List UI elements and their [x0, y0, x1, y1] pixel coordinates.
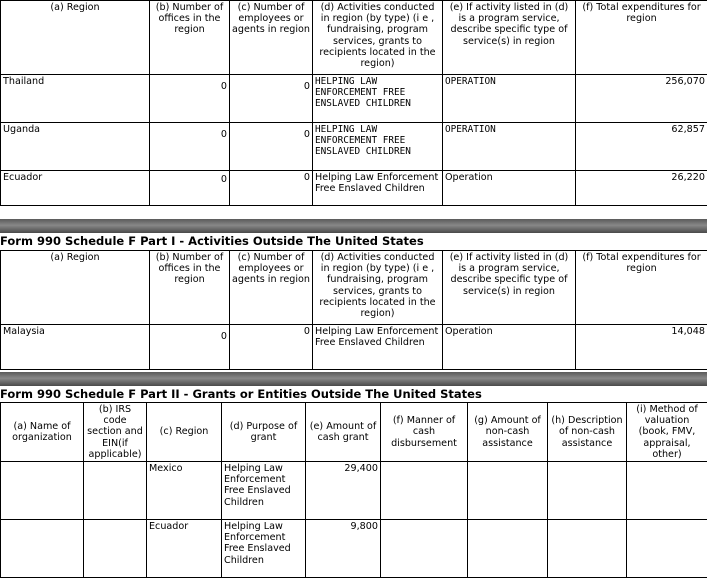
- part1-title: Form 990 Schedule F Part I - Activities Outside The United States: [0, 235, 707, 248]
- col-header-region: (a) Region: [1, 1, 150, 75]
- part2-header-row: [1, 403, 707, 462]
- col-header-purpose: (d) Purpose of grant: [222, 403, 306, 462]
- offices-cell: 0: [150, 171, 230, 206]
- expenditures-cell: 14,048: [576, 325, 707, 370]
- col-header-expenditures: (f) Total expenditures for region: [576, 1, 707, 75]
- service-cell: OPERATION: [443, 123, 576, 171]
- noncash-amount-cell: [468, 520, 548, 578]
- activities-cell: HELPING LAW ENFORCEMENT FREE ENSLAVED CHILDREN: [313, 75, 443, 123]
- employees-cell: 0: [230, 171, 313, 206]
- cash-amount-cell: 9,800: [306, 520, 381, 578]
- col-header-activities: (d) Activities conducted in region (by type) (i e , fundraising, program services, grants to recipients located in the region): [313, 1, 443, 75]
- col-header-cash-amount: (e) Amount of cash grant: [306, 403, 381, 462]
- col-header-employees: (c) Number of employees or agents in region: [230, 251, 313, 325]
- table-row: [1, 462, 707, 520]
- table-row: [1, 171, 707, 206]
- col-header-region: (c) Region: [147, 403, 222, 462]
- col-header-region: (a) Region: [1, 251, 150, 325]
- org-name-cell: [1, 462, 84, 520]
- valuation-cell: [627, 520, 707, 578]
- region-cell: Mexico: [147, 462, 222, 520]
- service-cell: Operation: [443, 171, 576, 206]
- expenditures-cell: 62,857: [576, 123, 707, 171]
- service-cell: Operation: [443, 325, 576, 370]
- col-header-noncash-desc: (h) Description of non-cash assistance: [548, 403, 627, 462]
- offices-cell: 0: [150, 325, 230, 370]
- org-name-cell: [1, 520, 84, 578]
- employees-cell: 0: [230, 123, 313, 171]
- col-header-offices: (b) Number of offices in the region: [150, 251, 230, 325]
- expenditures-cell: 26,220: [576, 171, 707, 206]
- activities-cell: Helping Law Enforcement Free Enslaved Children: [313, 325, 443, 370]
- part2-table: [0, 402, 707, 578]
- col-header-activities: (d) Activities conducted in region (by type) (i e , fundraising, program services, grants to recipients located in the region): [313, 251, 443, 325]
- irs-code-cell: [84, 520, 147, 578]
- region-cell: Ecuador: [1, 171, 150, 206]
- valuation-cell: [627, 462, 707, 520]
- table-row: [1, 325, 707, 370]
- region-cell: Uganda: [1, 123, 150, 171]
- offices-cell: 0: [150, 75, 230, 123]
- part1-table-top: [0, 0, 707, 206]
- table-row: [1, 75, 707, 123]
- col-header-irs-code: (b) IRS code section and EIN(if applicable): [84, 403, 147, 462]
- employees-cell: 0: [230, 75, 313, 123]
- region-cell: Malaysia: [1, 325, 150, 370]
- col-header-valuation: (i) Method of valuation (book, FMV, appraisal, other): [627, 403, 707, 462]
- noncash-desc-cell: [548, 520, 627, 578]
- noncash-amount-cell: [468, 462, 548, 520]
- col-header-noncash-amount: (g) Amount of non-cash assistance: [468, 403, 548, 462]
- offices-cell: 0: [150, 123, 230, 171]
- service-cell: OPERATION: [443, 75, 576, 123]
- table-row: [1, 123, 707, 171]
- table-row: [1, 520, 707, 578]
- activities-cell: HELPING LAW ENFORCEMENT FREE ENSLAVED CHILDREN: [313, 123, 443, 171]
- purpose-cell: Helping Law Enforcement Free Enslaved Children: [222, 462, 306, 520]
- region-cell: Thailand: [1, 75, 150, 123]
- irs-code-cell: [84, 462, 147, 520]
- employees-cell: 0: [230, 325, 313, 370]
- section-divider: [0, 219, 707, 233]
- col-header-org-name: (a) Name of organization: [1, 403, 84, 462]
- section-divider: [0, 372, 707, 386]
- col-header-service: (e) If activity listed in (d) is a program service, describe specific type of service(s) in region: [443, 1, 576, 75]
- part2-title: Form 990 Schedule F Part II - Grants or Entities Outside The United States: [0, 388, 707, 401]
- purpose-cell: Helping Law Enforcement Free Enslaved Children: [222, 520, 306, 578]
- col-header-manner: (f) Manner of cash disbursement: [381, 403, 468, 462]
- part1-table-bottom: [0, 250, 707, 370]
- manner-cell: [381, 520, 468, 578]
- col-header-employees: (c) Number of employees or agents in region: [230, 1, 313, 75]
- region-cell: Ecuador: [147, 520, 222, 578]
- col-header-offices: (b) Number of offices in the region: [150, 1, 230, 75]
- manner-cell: [381, 462, 468, 520]
- noncash-desc-cell: [548, 462, 627, 520]
- part1-header-row: [1, 1, 707, 75]
- part1-header-row: [1, 251, 707, 325]
- col-header-service: (e) If activity listed in (d) is a program service, describe specific type of service(s) in region: [443, 251, 576, 325]
- col-header-expenditures: (f) Total expenditures for region: [576, 251, 707, 325]
- expenditures-cell: 256,070: [576, 75, 707, 123]
- activities-cell: Helping Law Enforcement Free Enslaved Children: [313, 171, 443, 206]
- cash-amount-cell: 29,400: [306, 462, 381, 520]
